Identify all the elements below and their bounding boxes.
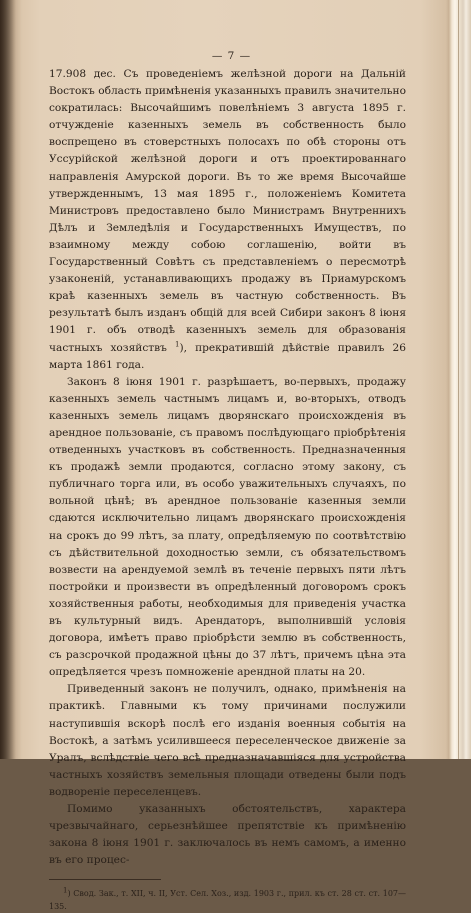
paragraph-1 — [49, 66, 406, 374]
paragraph-4: Помимо указанныхъ обстоятельствъ, характера чрезвычайнаго, серьезнѣйшее препятствiе къ примѣненiю закона 8 iюня 1901 г. заключалось въ немъ самомъ, а именно въ его процес- — [49, 803, 406, 867]
page-edge-line — [458, 0, 459, 759]
book-page-edges — [449, 0, 471, 759]
page-gutter-shadow — [0, 0, 16, 759]
footnote — [49, 887, 406, 913]
footnote-text: ) Свод. Зак., т. XII, ч. II, Уст. Сел. Хоз., изд. 1903 г., прил. къ ст. 28 ст. ст. 107—135. — [49, 889, 406, 912]
page-number: — 7 — — [211, 50, 252, 62]
footnote-divider — [49, 879, 161, 880]
paragraph-2: Законъ 8 iюня 1901 г. разрѣшаетъ, во-первыхъ, продажу казенныхъ земель частнымъ лицамъ и, во-вторыхъ, отводъ казенныхъ земель лицамъ дворянскаго происхожденiя въ арендное пользованiе, съ правомъ послѣдующаго прiобрѣтенiя отведенныхъ участковъ въ собственность. Предназначенныя къ продажѣ земли продаются, согласно этому закону, съ публичнаго торга или, въ особо уважительныхъ случаяхъ, по вольной цѣнѣ; въ арендное пользованiе казенныя земли сдаются исключительно лицамъ дворянскаго происхожденiя на срокъ до 99 лѣтъ, за плату, опредѣляемую по соотвѣтствiю съ дѣйствительной доходностью земли, съ обязательствомъ возвести на арендуемой землѣ въ теченiе первыхъ пяти лѣтъ постройки и произвести въ опредѣленный договоромъ срокъ хозяйственныя работы, необходимыя для приведенiя участка въ культурный видъ. Арендаторъ, выполнившiй условiя договора, имѣетъ право прiобрѣсти землю въ собственность, съ разсрочкой продажной цѣны до 37 лѣтъ, причемъ цѣна эта опредѣляется чрезъ помноженiе арендной платы на 20. — [49, 375, 406, 679]
page-content — [49, 50, 406, 913]
paragraph-1-text-after: ), прекратившiй дѣйствiе правилъ 26 марта 1861 года. — [49, 341, 406, 371]
footnote-mark: 1 — [63, 886, 68, 895]
paragraph-3: Приведенный законъ не получилъ, однако, примѣненiя на практикѣ. Главными къ тому причинами послужили наступившiя вскорѣ послѣ его изданiя военныя событiя на Востокѣ, а затѣмъ усилившееся переселенческое движенiе за Уралъ, вслѣдствiе чего всѣ предназначавшiяся для устройства частныхъ хозяйствъ земельныя площади отведены были подъ водворенiе переселенцевъ. — [49, 683, 406, 798]
paragraph-1-text: 17.908 дес. Съ проведенiемъ желѣзной дороги на Дальнiй Востокъ область примѣненiя указанныхъ правилъ значительно сократилась: Высочайшимъ повелѣнiемъ 3 августа 1895 г. отчужденiе казенныхъ земель въ собственность было воспрещено въ стоверстныхъ полосахъ по обѣ стороны отъ Уссурiйской желѣзной дороги и отъ проектированнаго направленiя Амурской дороги. Въ то же время Высочайше утвержденнымъ, 13 мая 1895 г., положенiемъ Комитета Министровъ предоставлено было Министрамъ Внутреннихъ Дѣлъ и Земледѣлiя и Государственныхъ Имуществъ, по взаимному между собою соглашенiю, войти въ Государственный Совѣтъ съ представленiемъ о пересмотрѣ узаконенiй, устанавливающихъ продажу въ Приамурскомъ краѣ казенныхъ земель въ частную собственность. Въ результатѣ былъ изданъ общiй для всей Сибири законъ 8 iюня 1901 г. объ отводѣ казенныхъ земель для образованiя частныхъ хозяйствъ — [49, 68, 406, 354]
footnote-ref-mark[interactable]: 1 — [174, 339, 180, 348]
